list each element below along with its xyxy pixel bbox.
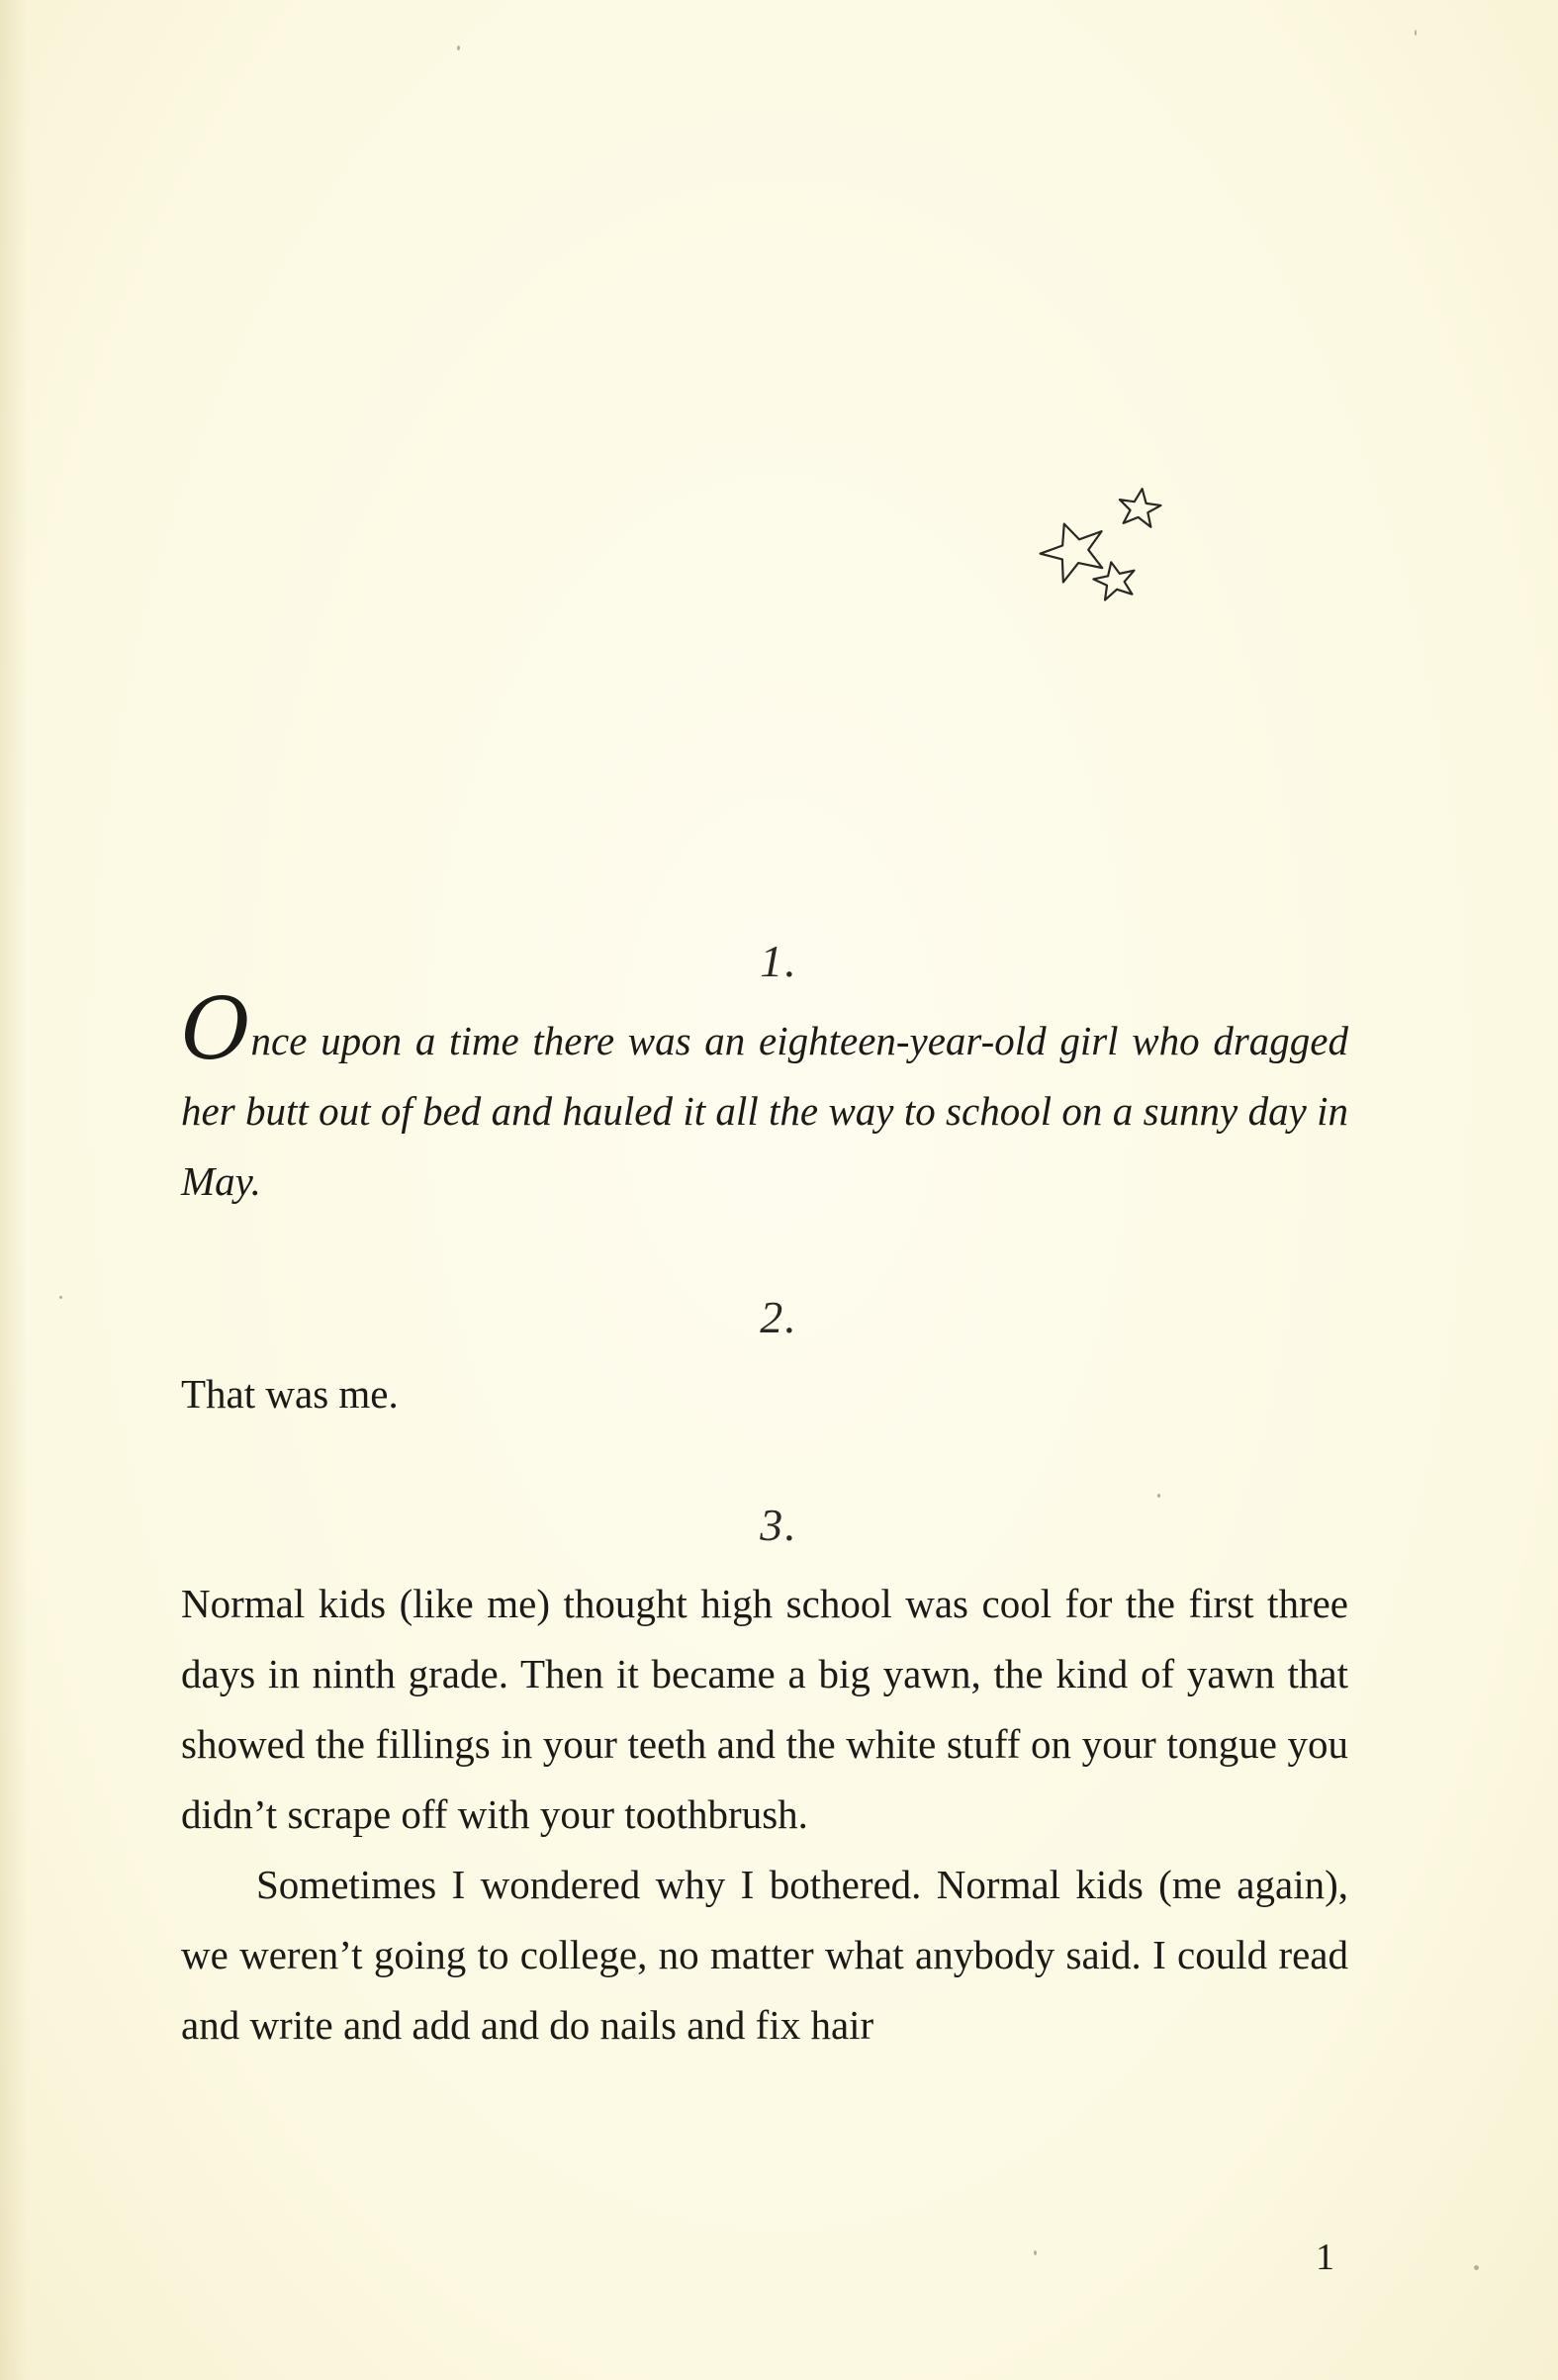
section-number-3: 3. [760,1500,798,1550]
page-number: 1 [1316,2237,1334,2278]
section-1-text [181,980,1348,1217]
three-stars-icon [1019,475,1187,623]
section-number-2: 2. [760,1292,798,1342]
section-2-text [181,1359,1348,1429]
section-number-1: 1. [760,936,798,986]
section-3-text [181,1569,1348,2060]
section-3-paragraph-1: Normal kids (like me) thought high school was cool for the first three days in ninth grade. Then it became a big yawn, the kind of yawn that showed the fillings in your teeth and the white stuff on your tongue you didn’t scrape off with your toothbrush. [181,1581,1348,1837]
section-3-paragraph-2: Sometimes I wondered why I bothered. Normal kids (me again), we weren’t going to college, no matter what anybody said. I could read and write and add and do nails and fix hair [181,1862,1348,2048]
drop-cap: O [181,980,251,1079]
section-1-body: nce upon a time there was an eighteen-year-old girl who dragged her butt out of bed and hauled it all the way to school on a sunny day in May. [181,1018,1348,1204]
section-2-body: That was me. [181,1371,399,1417]
page-gutter-shadow [0,0,28,2380]
